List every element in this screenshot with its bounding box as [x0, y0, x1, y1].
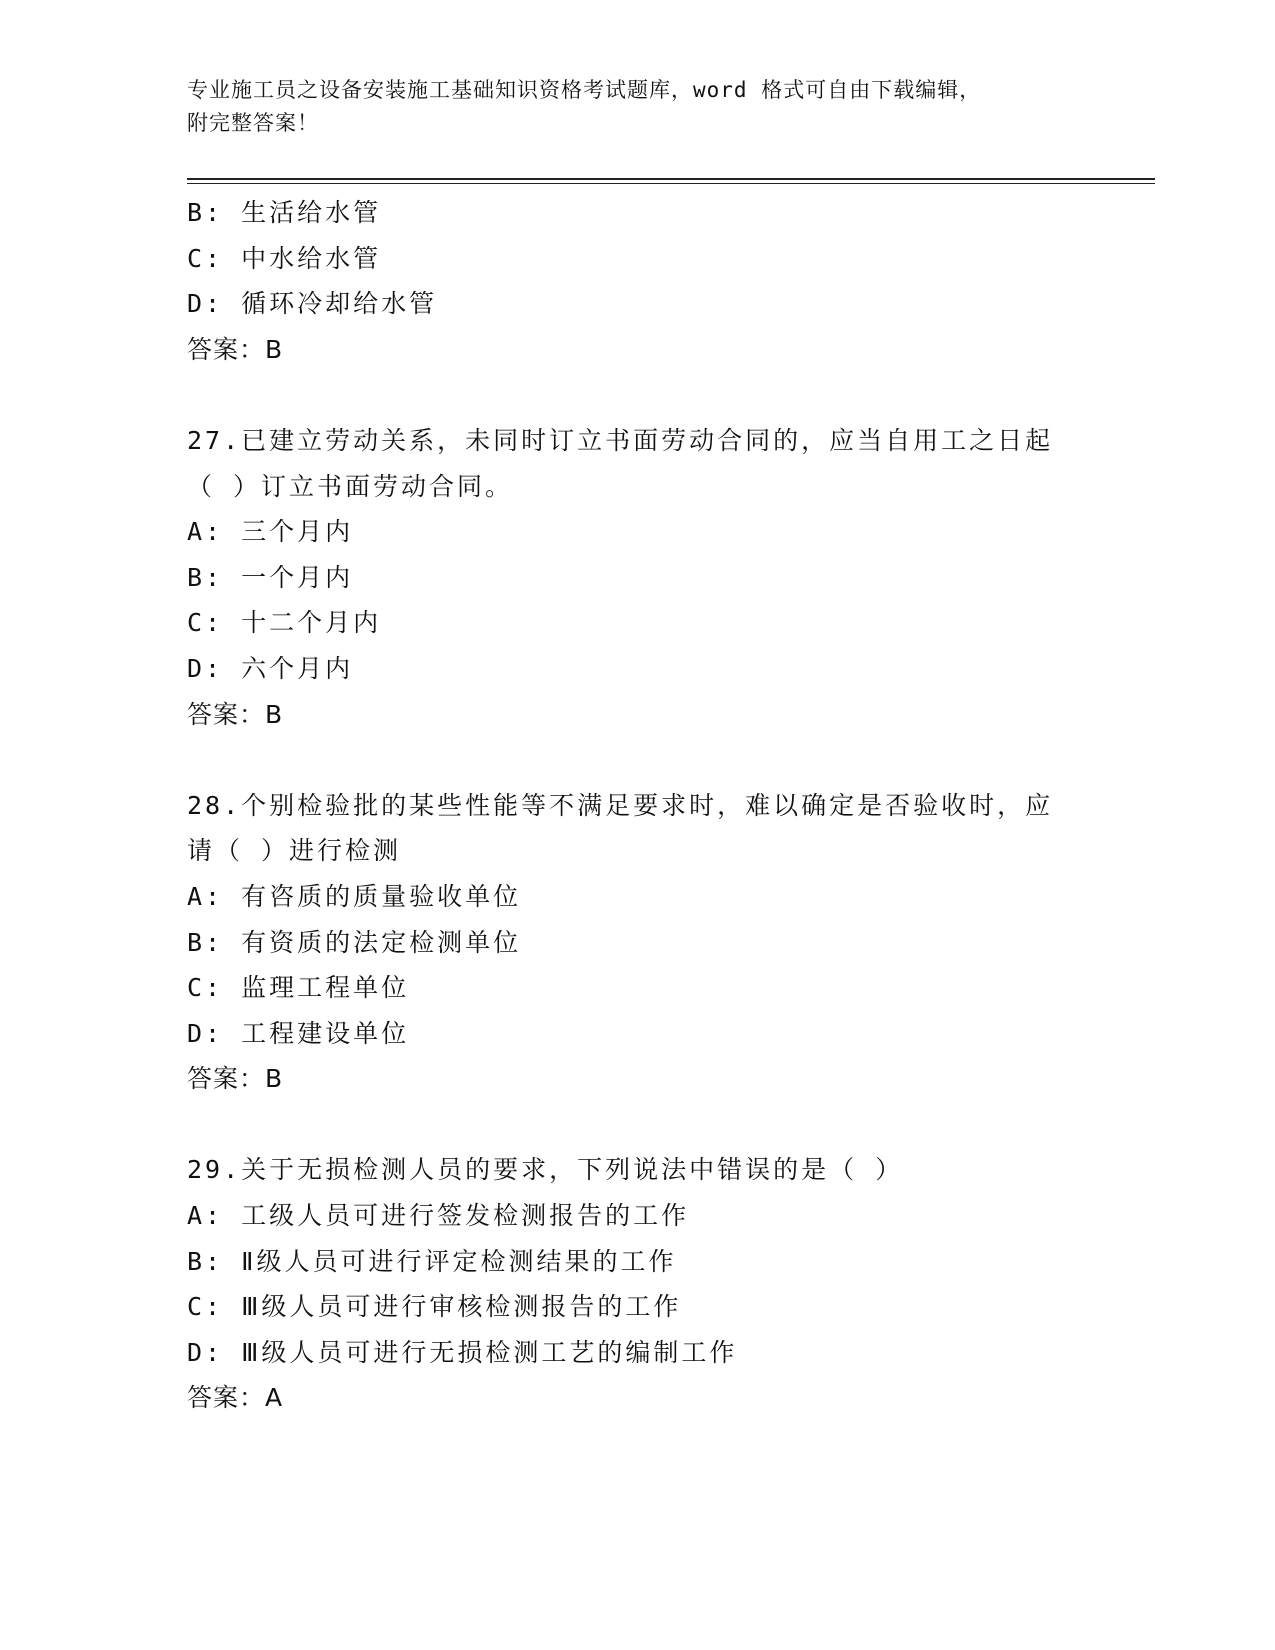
question-27 [187, 418, 1087, 737]
question-spacer [187, 737, 1087, 783]
option-d: D: Ⅲ级人员可进行无损检测工艺的编制工作 [187, 1337, 738, 1367]
question-stem-continued: （ ）订立书面劳动合同。 [187, 471, 514, 501]
answer-line: 答案：B [187, 334, 284, 364]
header-line-1: 专业施工员之设备安装施工基础知识资格考试题库，word 格式可自由下载编辑， [187, 78, 982, 102]
document-header [187, 74, 1067, 140]
answer-line: 答案：B [187, 699, 284, 729]
question-stem: 28.个别检验批的某些性能等不满足要求时，难以确定是否验收时，应 [187, 790, 1054, 820]
option-d: D: 六个月内 [187, 653, 354, 683]
option-c: C: Ⅲ级人员可进行审核检测报告的工作 [187, 1292, 682, 1322]
question-stem-continued: 请（ ）进行检测 [187, 836, 402, 866]
option-c: C: 十二个月内 [187, 608, 382, 638]
option-b: B: Ⅱ级人员可进行评定检测结果的工作 [187, 1246, 677, 1276]
question-stem: 29.关于无损检测人员的要求，下列说法中错误的是（ ） [187, 1155, 904, 1185]
option-b: B: 生活给水管 [187, 198, 382, 227]
option-c: C: 监理工程单位 [187, 973, 410, 1003]
option-d: D: 工程建设单位 [187, 1018, 410, 1048]
option-c: C: 中水给水管 [187, 243, 382, 273]
question-28 [187, 783, 1087, 1102]
question-stem: 27.已建立劳动关系，未同时订立书面劳动合同的，应当自用工之日起 [187, 425, 1054, 455]
answer-line: 答案：B [187, 1064, 284, 1094]
option-a: A: 工级人员可进行签发检测报告的工作 [187, 1201, 690, 1231]
option-b: B: 有资质的法定检测单位 [187, 927, 522, 957]
question-29 [187, 1147, 1087, 1421]
question-spacer [187, 372, 1087, 418]
question-spacer [187, 1102, 1087, 1148]
option-a: A: 三个月内 [187, 517, 354, 547]
header-line-2: 附完整答案！ [187, 111, 319, 135]
answer-line: 答案：A [187, 1383, 284, 1413]
option-a: A: 有咨质的质量验收单位 [187, 881, 522, 911]
header-divider-thin [187, 183, 1155, 184]
question-26-tail [187, 190, 1087, 372]
option-b: B: 一个月内 [187, 562, 354, 592]
header-divider-thick [187, 178, 1155, 180]
question-list [187, 190, 1087, 1421]
option-d: D: 循环冷却给水管 [187, 289, 438, 319]
